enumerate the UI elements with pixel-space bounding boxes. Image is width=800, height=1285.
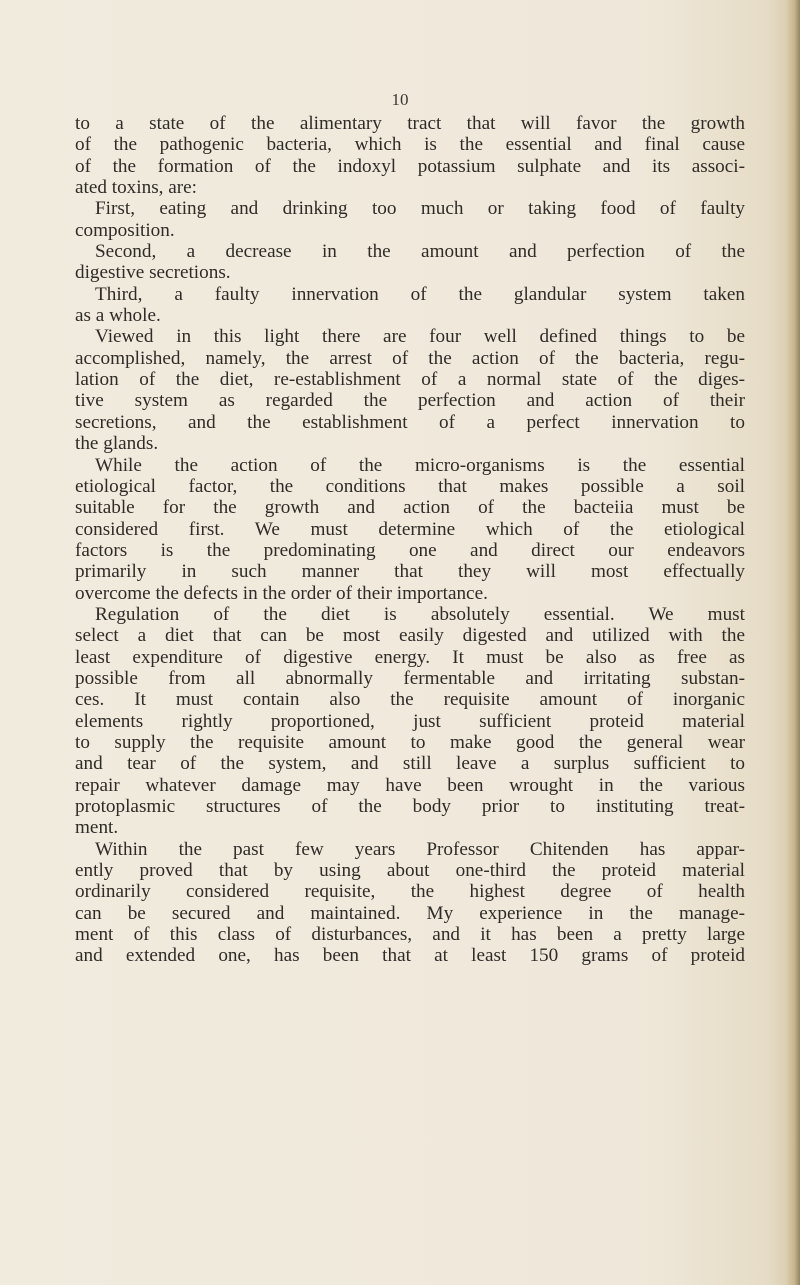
- text-line: etiological factor, the conditions that makes possible a soil: [75, 475, 745, 497]
- text-line: to a state of the alimentary tract that will favor the growth: [75, 113, 745, 134]
- text-line: protoplasmic structures of the body prior to instituting treat-: [75, 796, 745, 817]
- text-line: ment.: [75, 817, 119, 839]
- text-line: least expenditure of digestive energy. It must be also as free as: [75, 646, 745, 668]
- text-line: ment of this class of disturbances, and it has been a pretty large: [75, 924, 745, 946]
- text-line: ated toxins, are:: [75, 177, 198, 199]
- text-line: and extended one, has been that at least 150 grams of proteid: [75, 945, 745, 967]
- text-line: secretions, and the establishment of a perfect innervation to: [75, 411, 745, 433]
- text-line: factors is the predominating one and direct our endeavors: [75, 539, 745, 561]
- text-line: to supply the requisite amount to make good the general wear: [75, 731, 745, 753]
- text-line: overcome the defects in the order of their importance.: [75, 582, 488, 604]
- text-line: Within the past few years Professor Chitenden has appar-: [95, 838, 745, 860]
- page-number: 10: [391, 90, 409, 109]
- text-line: tive system as regarded the perfection and action of their: [75, 390, 745, 412]
- text-line: considered first. We must determine which of the etiological: [75, 518, 745, 540]
- body-text: [75, 113, 745, 967]
- text-line: possible from all abnormally fermentable and irritating substan-: [75, 667, 745, 689]
- text-line: can be secured and maintained. My experience in the manage-: [75, 902, 745, 924]
- text-line: as a whole.: [75, 305, 161, 327]
- text-line: ces. It must contain also the requisite amount of inorganic: [75, 689, 745, 711]
- text-line: While the action of the micro-organisms is the essential: [95, 454, 745, 476]
- text-line: Viewed in this light there are four well defined things to be: [95, 326, 745, 348]
- text-line: Second, a decrease in the amount and perfection of the: [95, 241, 745, 263]
- text-line: the glands.: [75, 433, 159, 455]
- text-line: select a diet that can be most easily digested and utilized with the: [75, 625, 745, 647]
- text-line: of the formation of the indoxyl potassium sulphate and its associ-: [75, 155, 745, 177]
- text-line: accomplished, namely, the arrest of the action of the bacteria, regu-: [75, 347, 745, 369]
- text-line: of the pathogenic bacteria, which is the essential and final cause: [75, 134, 745, 156]
- text-line: and tear of the system, and still leave a surplus sufficient to: [75, 753, 745, 775]
- text-line: ently proved that by using about one-third the proteid material: [75, 860, 745, 882]
- text-line: primarily in such manner that they will most effectually: [75, 561, 745, 583]
- text-line: suitable for the growth and action of the bacteiia must be: [75, 497, 745, 519]
- text-line: Third, a faulty innervation of the glandular system taken: [95, 283, 745, 305]
- page-edge-shadow: [786, 0, 800, 1285]
- text-line: First, eating and drinking too much or taking food of faulty: [95, 198, 745, 220]
- text-line: elements rightly proportioned, just sufficient proteid material: [75, 710, 745, 732]
- text-line: lation of the diet, re-establishment of a normal state of the diges-: [75, 369, 745, 391]
- text-line: repair whatever damage may have been wrought in the various: [75, 774, 745, 796]
- text-line: ordinarily considered requisite, the highest degree of health: [75, 881, 745, 903]
- text-line: digestive secretions.: [75, 262, 231, 284]
- text-line: composition.: [75, 219, 175, 241]
- text-line: Regulation of the diet is absolutely essential. We must: [95, 603, 745, 625]
